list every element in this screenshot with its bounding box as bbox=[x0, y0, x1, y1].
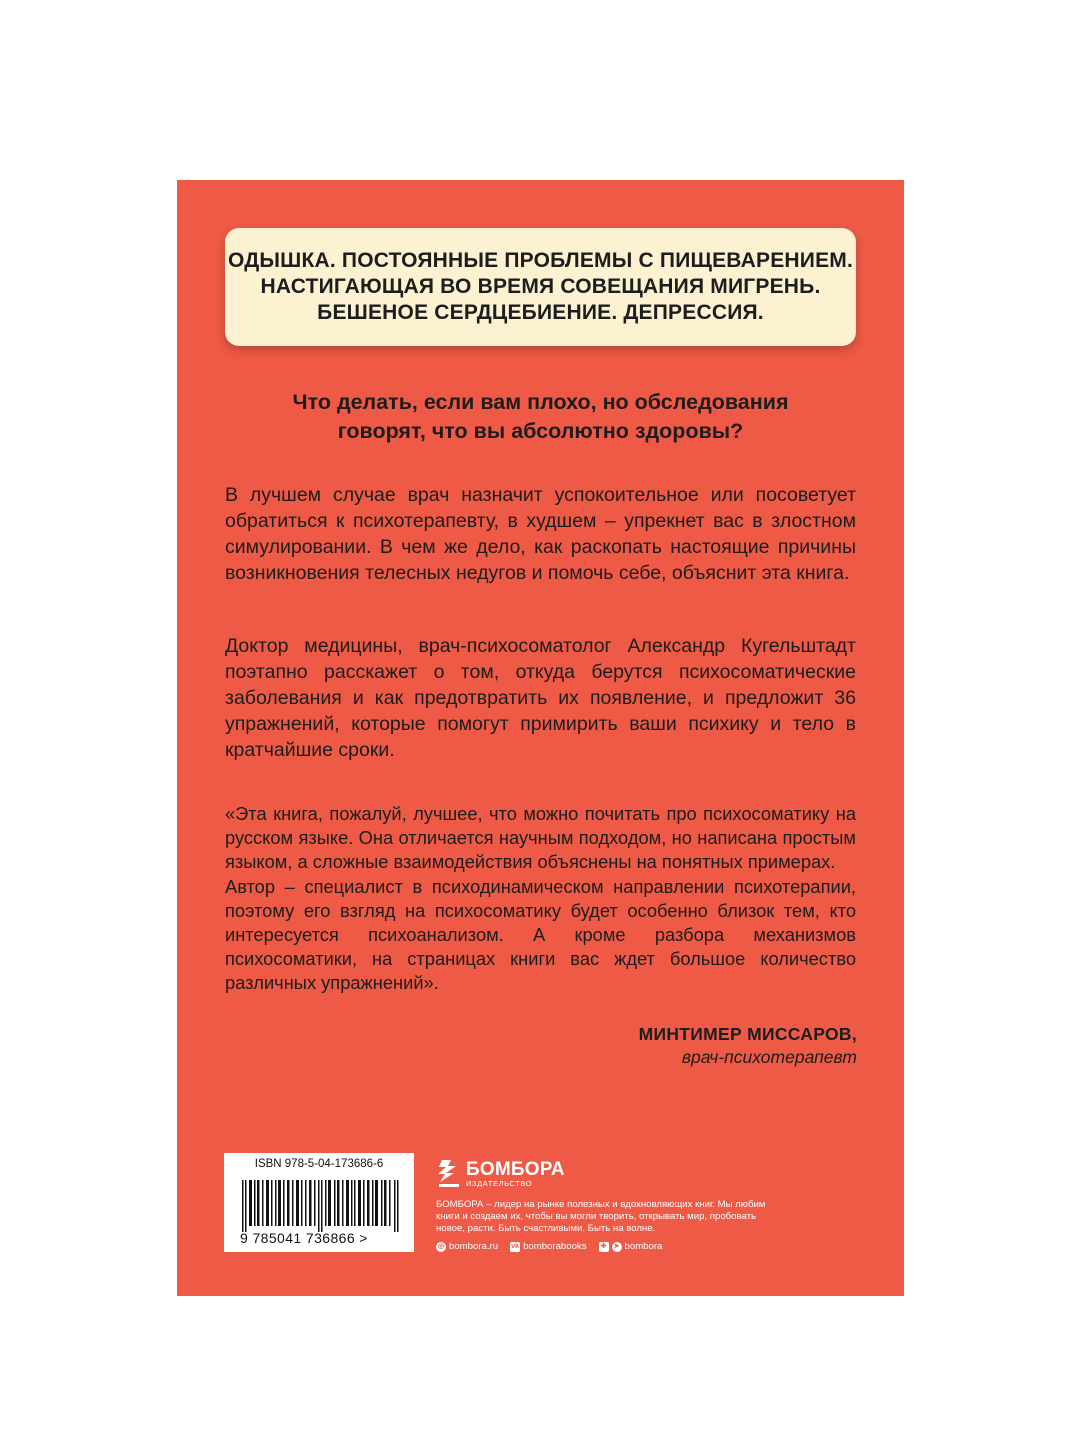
publisher-links bbox=[436, 1241, 776, 1252]
headline-line-2: говорят, что вы абсолютно здоровы? bbox=[337, 419, 744, 443]
site-link-text: bombora.ru bbox=[449, 1241, 499, 1252]
isbn-label: ISBN 978-5-04-173686-6 bbox=[254, 1158, 384, 1170]
callout-line: НАСТИГАЮЩАЯ ВО ВРЕМЯ СОВЕЩАНИЯ МИГРЕНЬ. bbox=[260, 275, 821, 298]
vk-link[interactable] bbox=[510, 1241, 586, 1252]
description-paragraph-1: В лучшем случае врач назначит успокоительное или посоветует обратиться к психотерапевту, в худшем – упрекнет вас в злостном симулировании. В чем же дело, как раскопать настоящие причины возникновения телесных недугов и помочь себе, объяснит эта книга. bbox=[225, 484, 856, 584]
quote-part-1: «Эта книга, пожалуй, лучшее, что можно почитать про психосоматику на русском языке. Она отличается научным подходом, но написана простым языком, а сложные взаимодействия объяснены на понятных примерах. bbox=[225, 803, 856, 873]
callout-line: БЕШЕНОЕ СЕРДЦЕБИЕНИЕ. ДЕПРЕССИЯ. bbox=[317, 301, 764, 324]
globe-icon: ◎ bbox=[437, 1242, 445, 1250]
social-link-text: bombora bbox=[624, 1241, 663, 1252]
author-name: МИНТИМЕР МИССАРОВ, bbox=[638, 1024, 857, 1044]
social-link[interactable] bbox=[599, 1241, 663, 1252]
publisher-brand bbox=[466, 1160, 565, 1188]
headline bbox=[225, 388, 856, 446]
symptoms-callout bbox=[225, 228, 856, 346]
publisher-subtitle: ИЗДАТЕЛЬСТВО bbox=[466, 1179, 533, 1188]
headline-line-1: Что делать, если вам плохо, но обследования bbox=[292, 390, 789, 414]
barcode-icon bbox=[242, 1180, 402, 1232]
telegram-icon: ➤ bbox=[612, 1242, 622, 1252]
quote-part-2: Автор – специалист в психодинамическом направлении психотерапии, поэтому его взгляд на психосоматику будет особенно близок тем, кто интересуется психоанализом. А кроме разбора механизмов психосоматики, на страницах книги вас ждет большое количество различных упражнений». bbox=[225, 875, 856, 994]
publisher-description: БОМБОРА – лидер на рынке полезных и вдохновляющих книг. Мы любим книги и создаем их, чтобы вы могли творить, открывать мир, пробовать новое, расти. Быть счастливыми. Быть на волне. bbox=[436, 1199, 766, 1234]
author-role: врач-психотерапевт bbox=[681, 1047, 857, 1067]
isbn-digits: 9 785041 736866 > bbox=[240, 1230, 368, 1246]
review-quote bbox=[225, 802, 856, 996]
publisher-block bbox=[436, 1156, 776, 1252]
barcode-panel bbox=[224, 1153, 414, 1252]
ok-icon: ✚ bbox=[599, 1242, 609, 1252]
vk-link-text: bomborabooks bbox=[523, 1241, 587, 1252]
quote-author bbox=[639, 1022, 857, 1068]
publisher-logo bbox=[436, 1156, 776, 1192]
site-link[interactable] bbox=[436, 1241, 498, 1252]
vk-icon: vk bbox=[511, 1242, 519, 1250]
book-back-cover bbox=[177, 180, 904, 1296]
description-paragraph-2: Доктор медицины, врач-психосоматолог Александр Кугельштадт поэтапно расскажет о том, откуда берутся психосоматические заболевания и как предотвратить их появление, и предложит 36 упражнений, которые помогут примирить ваши психику и тело в кратчайшие сроки. bbox=[225, 635, 856, 761]
callout-line: ОДЫШКА. ПОСТОЯННЫЕ ПРОБЛЕМЫ С ПИЩЕВАРЕНИЕМ. bbox=[227, 249, 854, 272]
bombora-logo-icon bbox=[436, 1158, 462, 1190]
publisher-name: БОМБОРА bbox=[466, 1159, 565, 1180]
